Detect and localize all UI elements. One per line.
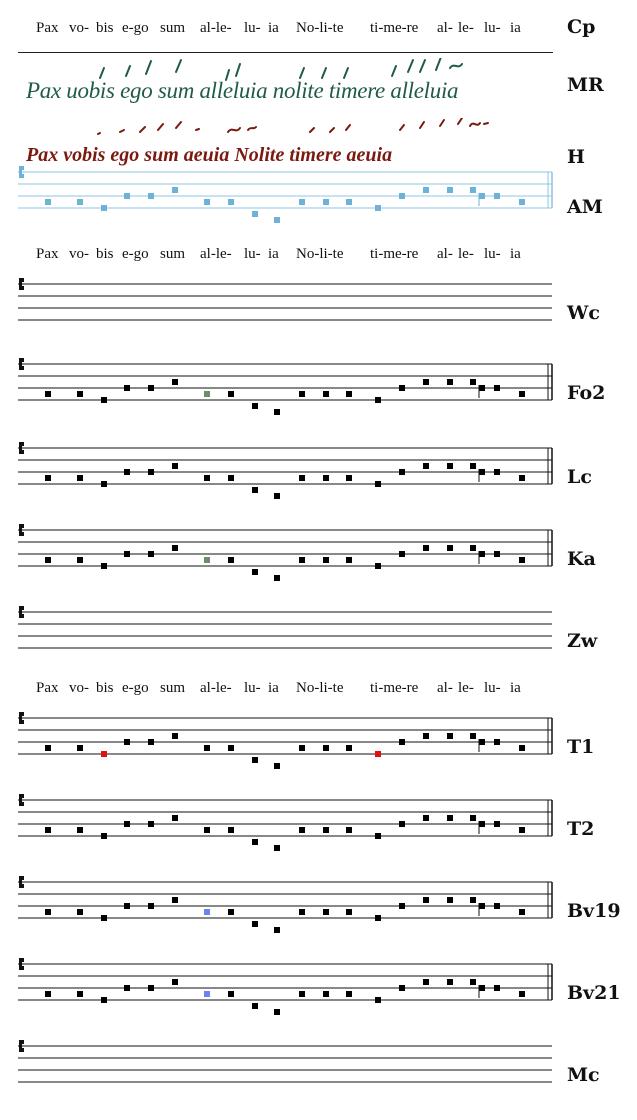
bv21-note: [399, 985, 405, 991]
t2-note: [375, 833, 381, 839]
t2-note: [494, 821, 500, 827]
lc-note: [519, 475, 525, 481]
syl: sum: [160, 20, 186, 36]
syl: ia: [510, 246, 521, 262]
ka-note: [101, 563, 107, 569]
t1-note: [77, 745, 83, 751]
am-note: [204, 199, 210, 205]
syl: ia: [268, 20, 279, 36]
ka-note: [77, 557, 83, 563]
t2-note: [172, 815, 178, 821]
syl: lu-: [244, 246, 261, 262]
ka-note: [204, 557, 210, 563]
am-note: [101, 205, 107, 211]
am-note: [479, 193, 485, 199]
t1-note: [101, 751, 107, 757]
fo2-note: [346, 391, 352, 397]
am-note: [519, 199, 525, 205]
t2-note: [519, 827, 525, 833]
lc-note: [447, 463, 453, 469]
syl: ti-me-re: [370, 680, 419, 696]
bv21-note: [346, 991, 352, 997]
syl: al-le-: [200, 680, 232, 696]
bv19-note: [447, 897, 453, 903]
t2-note: [323, 827, 329, 833]
lc-note: [148, 469, 154, 475]
bv21-note: [252, 1003, 258, 1009]
bv21-note: [124, 985, 130, 991]
fo2-note: [299, 391, 305, 397]
t1-note: [470, 733, 476, 739]
t2-note: [77, 827, 83, 833]
syl: le-: [458, 246, 474, 262]
syl: e-go: [122, 20, 149, 36]
syl: vo-: [69, 20, 89, 36]
ka-note: [470, 545, 476, 551]
syl: al-le-: [200, 246, 232, 262]
bv19-note: [274, 927, 280, 933]
ka-note: [519, 557, 525, 563]
am-note: [172, 187, 178, 193]
am-note: [299, 199, 305, 205]
syl: lu-: [484, 20, 501, 36]
syl: lu-: [484, 680, 501, 696]
lc-note: [323, 475, 329, 481]
t1-note: [274, 763, 280, 769]
am-note: [346, 199, 352, 205]
fo2-note: [124, 385, 130, 391]
bv19-note: [77, 909, 83, 915]
source-label-cp: Cp: [567, 16, 596, 38]
syl: al-le-: [200, 20, 232, 36]
fo2-note: [479, 385, 485, 391]
bv21-note: [323, 991, 329, 997]
ka-note: [479, 551, 485, 557]
fo2-note: [323, 391, 329, 397]
bv21-note: [274, 1009, 280, 1015]
lc-note: [274, 493, 280, 499]
bv19-note: [494, 903, 500, 909]
lc-note: [45, 475, 51, 481]
ka-note: [447, 545, 453, 551]
source-label-bv21: Bv21: [567, 982, 621, 1004]
source-label-zw: Zw: [567, 630, 598, 652]
t1-note: [228, 745, 234, 751]
fo2-note: [423, 379, 429, 385]
t1-note: [148, 739, 154, 745]
syl: ia: [510, 680, 521, 696]
bv21-note: [77, 991, 83, 997]
bv21-note: [299, 991, 305, 997]
bv21-note: [479, 985, 485, 991]
lc-note: [494, 469, 500, 475]
am-note: [447, 187, 453, 193]
lc-note: [204, 475, 210, 481]
source-label-ka: Ka: [567, 548, 596, 570]
t1-note: [124, 739, 130, 745]
t2-note: [124, 821, 130, 827]
t1-note: [172, 733, 178, 739]
ka-note: [45, 557, 51, 563]
bv19-note: [346, 909, 352, 915]
fo2-note: [204, 391, 210, 397]
am-note: [45, 199, 51, 205]
bv19-note: [204, 909, 210, 915]
t1-note: [399, 739, 405, 745]
mr-manuscript-text: Pax uobis ego sum alleluia nolite timere alleluia: [26, 78, 459, 103]
ka-note: [346, 557, 352, 563]
syl: lu-: [244, 20, 261, 36]
bv21-note: [494, 985, 500, 991]
t2-note: [228, 827, 234, 833]
lc-note: [423, 463, 429, 469]
syl: ia: [510, 20, 521, 36]
lc-note: [124, 469, 130, 475]
t1-note: [519, 745, 525, 751]
bv19-note: [323, 909, 329, 915]
am-note: [274, 217, 280, 223]
ka-note: [494, 551, 500, 557]
fo2-note: [274, 409, 280, 415]
ka-note: [148, 551, 154, 557]
syl: bis: [96, 20, 114, 36]
bv19-note: [172, 897, 178, 903]
t2-note: [479, 821, 485, 827]
am-note: [228, 199, 234, 205]
t2-note: [252, 839, 258, 845]
syl: bis: [96, 246, 114, 262]
am-note: [494, 193, 500, 199]
t1-note: [323, 745, 329, 751]
t2-note: [101, 833, 107, 839]
bv19-note: [124, 903, 130, 909]
fo2-note: [45, 391, 51, 397]
syl: sum: [160, 246, 186, 262]
source-label-mc: Mc: [567, 1064, 600, 1086]
t1-note: [494, 739, 500, 745]
ka-note: [252, 569, 258, 575]
lc-note: [77, 475, 83, 481]
bv21-note: [228, 991, 234, 997]
fo2-note: [172, 379, 178, 385]
bv19-note: [399, 903, 405, 909]
t1-note: [204, 745, 210, 751]
h-manuscript-text: Pax vobis ego sum aeuia Nolite timere aeuia: [26, 144, 393, 166]
syl: vo-: [69, 680, 89, 696]
syl: ia: [268, 246, 279, 262]
syl: ti-me-re: [370, 20, 419, 36]
ka-note: [172, 545, 178, 551]
source-label-mr: MR: [567, 74, 604, 96]
fo2-note: [447, 379, 453, 385]
t2-note: [447, 815, 453, 821]
bv21-note: [375, 997, 381, 1003]
lc-note: [299, 475, 305, 481]
bv21-note: [470, 979, 476, 985]
fo2-note: [148, 385, 154, 391]
t1-note: [479, 739, 485, 745]
t2-note: [45, 827, 51, 833]
syl: al-: [437, 20, 453, 36]
t1-note: [447, 733, 453, 739]
bv19-note: [519, 909, 525, 915]
lc-note: [470, 463, 476, 469]
ka-note: [423, 545, 429, 551]
lc-note: [172, 463, 178, 469]
bv21-note: [148, 985, 154, 991]
lc-note: [101, 481, 107, 487]
syl: e-go: [122, 246, 149, 262]
bv19-note: [101, 915, 107, 921]
ka-note: [274, 575, 280, 581]
ka-note: [399, 551, 405, 557]
am-note: [77, 199, 83, 205]
t1-note: [252, 757, 258, 763]
bv21-note: [423, 979, 429, 985]
source-label-t2: T2: [567, 818, 595, 840]
syl: lu-: [484, 246, 501, 262]
source-label-am: AM: [567, 196, 603, 218]
syl: le-: [458, 20, 474, 36]
syl: No-li-te: [296, 20, 344, 36]
t2-note: [346, 827, 352, 833]
am-note: [124, 193, 130, 199]
ka-note: [375, 563, 381, 569]
t2-note: [399, 821, 405, 827]
ka-note: [299, 557, 305, 563]
t2-note: [423, 815, 429, 821]
bv19-note: [45, 909, 51, 915]
source-label-t1: T1: [567, 736, 595, 758]
t2-note: [274, 845, 280, 851]
fo2-note: [494, 385, 500, 391]
fo2-note: [399, 385, 405, 391]
syl: ia: [268, 680, 279, 696]
syl: lu-: [244, 680, 261, 696]
bv19-note: [375, 915, 381, 921]
source-label-wc: Wc: [567, 302, 600, 324]
bv19-note: [252, 921, 258, 927]
bv19-note: [470, 897, 476, 903]
lc-note: [228, 475, 234, 481]
am-note: [375, 205, 381, 211]
fo2-note: [101, 397, 107, 403]
source-label-bv19: Bv19: [567, 900, 621, 922]
source-label-lc: Lc: [567, 466, 592, 488]
t2-note: [148, 821, 154, 827]
t1-note: [423, 733, 429, 739]
syl: No-li-te: [296, 246, 344, 262]
t1-note: [375, 751, 381, 757]
syl: bis: [96, 680, 114, 696]
syl: al-: [437, 246, 453, 262]
syl: le-: [458, 680, 474, 696]
am-note: [423, 187, 429, 193]
syl: vo-: [69, 246, 89, 262]
t1-note: [299, 745, 305, 751]
am-note: [148, 193, 154, 199]
source-label-fo2: Fo2: [567, 382, 606, 404]
bv21-note: [172, 979, 178, 985]
ka-note: [228, 557, 234, 563]
syl: al-: [437, 680, 453, 696]
bv19-note: [228, 909, 234, 915]
am-note: [399, 193, 405, 199]
syl: Pax: [36, 246, 59, 262]
lc-note: [346, 475, 352, 481]
bv19-note: [299, 909, 305, 915]
lc-note: [252, 487, 258, 493]
bv21-note: [204, 991, 210, 997]
am-note: [470, 187, 476, 193]
bv21-note: [101, 997, 107, 1003]
syl: ti-me-re: [370, 246, 419, 262]
t2-note: [299, 827, 305, 833]
t1-note: [45, 745, 51, 751]
lc-note: [479, 469, 485, 475]
ka-note: [124, 551, 130, 557]
bv19-note: [423, 897, 429, 903]
bv19-note: [148, 903, 154, 909]
fo2-note: [519, 391, 525, 397]
fo2-note: [228, 391, 234, 397]
am-note: [323, 199, 329, 205]
bv21-note: [45, 991, 51, 997]
fo2-note: [252, 403, 258, 409]
fo2-note: [77, 391, 83, 397]
ka-note: [323, 557, 329, 563]
t2-note: [204, 827, 210, 833]
syl: Pax: [36, 680, 59, 696]
syl: e-go: [122, 680, 149, 696]
syl: sum: [160, 680, 186, 696]
bv21-note: [519, 991, 525, 997]
am-note: [252, 211, 258, 217]
t1-note: [346, 745, 352, 751]
syl: No-li-te: [296, 680, 344, 696]
bv21-note: [447, 979, 453, 985]
fo2-note: [375, 397, 381, 403]
t2-note: [470, 815, 476, 821]
lc-note: [375, 481, 381, 487]
bv19-note: [479, 903, 485, 909]
fo2-note: [470, 379, 476, 385]
source-label-h: H: [567, 146, 585, 168]
syl: Pax: [36, 20, 59, 36]
lc-note: [399, 469, 405, 475]
